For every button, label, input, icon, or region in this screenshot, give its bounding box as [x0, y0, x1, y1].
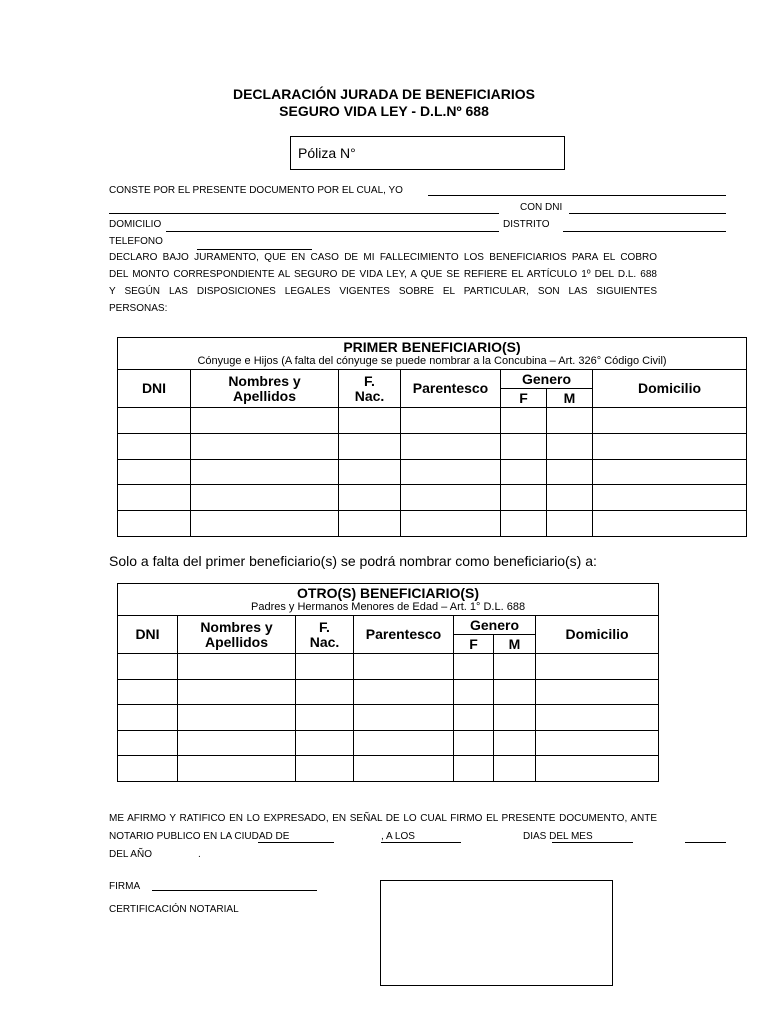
primer-beneficiario-table — [117, 337, 747, 537]
table-cell[interactable] — [178, 705, 296, 731]
table-cell[interactable] — [536, 756, 659, 782]
certificacion-box[interactable] — [380, 880, 613, 986]
table-cell[interactable] — [401, 511, 501, 537]
table-cell[interactable] — [593, 434, 747, 460]
table2-title: OTRO(S) BENEFICIARIO(S) — [297, 585, 480, 601]
table-cell[interactable] — [191, 460, 339, 485]
closing-period: . — [198, 849, 201, 860]
poliza-label: Póliza N° — [298, 145, 356, 161]
col-fnac: F. Nac. — [296, 616, 354, 654]
table-cell[interactable] — [354, 680, 454, 705]
table-cell[interactable] — [494, 731, 536, 756]
table-cell[interactable] — [296, 654, 354, 680]
a-los-field[interactable] — [381, 842, 461, 843]
table2-title-cell — [118, 584, 659, 616]
table-cell[interactable] — [118, 680, 178, 705]
mes-field[interactable] — [685, 842, 726, 843]
table-cell[interactable] — [494, 680, 536, 705]
table-cell[interactable] — [296, 705, 354, 731]
table-cell[interactable] — [494, 756, 536, 782]
declaration-line: DEL MONTO CORRESPONDIENTE AL SEGURO DE VIDA LEY, A QUE SE REFIERE EL ARTÍCULO 1º DEL D.L. 688 — [109, 269, 657, 280]
table-cell[interactable] — [494, 654, 536, 680]
table-cell[interactable] — [354, 705, 454, 731]
table-cell[interactable] — [536, 731, 659, 756]
table-cell[interactable] — [454, 731, 494, 756]
domicilio-field[interactable] — [166, 231, 499, 232]
table-cell[interactable] — [454, 756, 494, 782]
table-cell[interactable] — [547, 485, 593, 511]
a-los-label: , A LOS — [381, 831, 415, 842]
table-cell[interactable] — [118, 434, 191, 460]
table-cell[interactable] — [118, 731, 178, 756]
table-cell[interactable] — [401, 485, 501, 511]
declaration-line: PERSONAS: — [109, 303, 168, 314]
table-cell[interactable] — [296, 731, 354, 756]
distrito-field[interactable] — [563, 231, 726, 232]
otros-beneficiarios-table — [117, 583, 659, 782]
table-cell[interactable] — [191, 434, 339, 460]
telefono-label: TELEFONO — [109, 236, 163, 247]
declaration-line: Y SEGÚN LAS DISPOSICIONES LEGALES VIGENTES SOBRE EL PARTICULAR, SON LAS SIGUIENTES — [109, 286, 657, 297]
name-field[interactable] — [428, 195, 726, 196]
col-parentesco: Parentesco — [401, 370, 501, 408]
table-cell[interactable] — [296, 680, 354, 705]
table2-subtitle: Padres y Hermanos Menores de Edad – Art. 1° D.L. 688 — [251, 601, 526, 613]
name-continuation-field[interactable] — [109, 213, 499, 214]
table-cell[interactable] — [178, 756, 296, 782]
table-cell[interactable] — [354, 731, 454, 756]
conste-label: CONSTE POR EL PRESENTE DOCUMENTO POR EL CUAL, YO — [109, 185, 403, 196]
dni-field[interactable] — [569, 213, 726, 214]
table1-title: PRIMER BENEFICIARIO(S) — [343, 339, 521, 355]
table-cell[interactable] — [191, 511, 339, 537]
table-cell[interactable] — [593, 485, 747, 511]
col-dni: DNI — [118, 370, 191, 408]
table-cell[interactable] — [593, 511, 747, 537]
col-f: F — [501, 389, 547, 408]
table-cell[interactable] — [339, 460, 401, 485]
domicilio-label: DOMICILIO — [109, 219, 162, 230]
certificacion-label: CERTIFICACIÓN NOTARIAL — [109, 904, 239, 915]
col-dni: DNI — [118, 616, 178, 654]
table-cell[interactable] — [178, 731, 296, 756]
distrito-label: DISTRITO — [503, 219, 550, 230]
col-domicilio: Domicilio — [593, 370, 747, 408]
table-cell[interactable] — [547, 408, 593, 434]
col-genero: Genero — [501, 370, 593, 389]
col-m: M — [494, 635, 536, 654]
table-cell[interactable] — [536, 680, 659, 705]
table-cell[interactable] — [547, 511, 593, 537]
table-cell[interactable] — [178, 654, 296, 680]
table-cell[interactable] — [501, 408, 547, 434]
table-cell[interactable] — [401, 460, 501, 485]
table-cell[interactable] — [501, 485, 547, 511]
table-cell[interactable] — [118, 756, 178, 782]
title-line2: SEGURO VIDA LEY - D.L.Nº 688 — [279, 103, 489, 119]
col-f: F — [454, 635, 494, 654]
closing-line1: ME AFIRMO Y RATIFICO EN LO EXPRESADO, EN SEÑAL DE LO CUAL FIRMO EL PRESENTE DOCUMENTO, ANTE — [109, 813, 657, 824]
table-cell[interactable] — [454, 705, 494, 731]
table-cell[interactable] — [401, 434, 501, 460]
table-cell[interactable] — [178, 680, 296, 705]
telefono-field[interactable] — [197, 249, 312, 250]
table1-subtitle: Cónyuge e Hijos (A falta del cónyuge se puede nombrar a la Concubina – Art. 326° Código Civil) — [197, 355, 667, 367]
table-cell[interactable] — [118, 460, 191, 485]
table-cell[interactable] — [191, 408, 339, 434]
table-cell[interactable] — [454, 680, 494, 705]
table-cell[interactable] — [118, 511, 191, 537]
table-cell[interactable] — [118, 705, 178, 731]
table-cell[interactable] — [536, 654, 659, 680]
table-cell[interactable] — [191, 485, 339, 511]
col-genero: Genero — [454, 616, 536, 635]
table-cell[interactable] — [454, 654, 494, 680]
table-cell[interactable] — [547, 460, 593, 485]
title-line1: DECLARACIÓN JURADA DE BENEFICIARIOS — [232, 86, 536, 102]
table-cell[interactable] — [339, 511, 401, 537]
firma-label: FIRMA — [109, 881, 141, 892]
table-cell[interactable] — [536, 705, 659, 731]
table-cell[interactable] — [354, 756, 454, 782]
con-dni-label: CON DNI — [520, 202, 563, 213]
table-cell[interactable] — [494, 705, 536, 731]
table-cell[interactable] — [501, 460, 547, 485]
table-cell[interactable] — [593, 408, 747, 434]
table-cell[interactable] — [339, 434, 401, 460]
table-cell[interactable] — [501, 511, 547, 537]
col-parentesco: Parentesco — [354, 616, 454, 654]
col-fnac: F. Nac. — [339, 370, 401, 408]
col-nombres: Nombres y Apellidos — [178, 616, 296, 654]
del-ano-label: DEL AÑO — [109, 849, 152, 860]
col-nombres: Nombres y Apellidos — [191, 370, 339, 408]
table-cell[interactable] — [547, 434, 593, 460]
table-cell[interactable] — [296, 756, 354, 782]
table-cell[interactable] — [339, 485, 401, 511]
table-cell[interactable] — [501, 434, 547, 460]
firma-field[interactable] — [152, 890, 317, 891]
ciudad-field[interactable] — [258, 842, 334, 843]
notario-label: NOTARIO PUBLICO EN LA CIUDAD DE — [109, 831, 290, 842]
table-cell[interactable] — [118, 408, 191, 434]
table-cell[interactable] — [593, 460, 747, 485]
dias-label: DIAS DEL MES — [523, 831, 593, 842]
table-cell[interactable] — [354, 654, 454, 680]
between-text: Solo a falta del primer beneficiario(s) se podrá nombrar como beneficiario(s) a: — [109, 553, 597, 569]
table-cell[interactable] — [118, 485, 191, 511]
dias-field[interactable] — [552, 842, 633, 843]
col-m: M — [547, 389, 593, 408]
table-cell[interactable] — [118, 654, 178, 680]
declaration-line: DECLARO BAJO JURAMENTO, QUE EN CASO DE MI FALLECIMIENTO LOS BENEFICIARIOS PARA EL COBRO — [109, 252, 657, 263]
table1-title-cell — [118, 338, 747, 370]
col-domicilio: Domicilio — [536, 616, 659, 654]
table-cell[interactable] — [339, 408, 401, 434]
poliza-box[interactable] — [290, 136, 565, 170]
table-cell[interactable] — [401, 408, 501, 434]
